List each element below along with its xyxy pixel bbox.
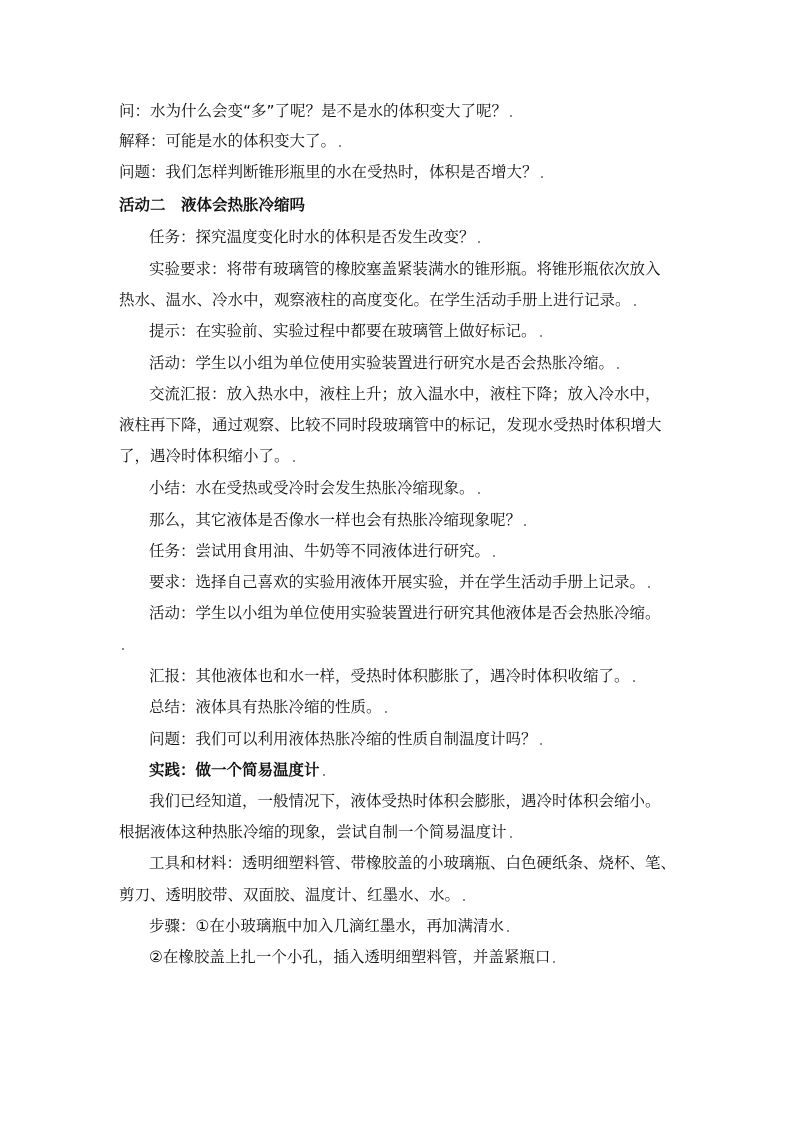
paragraph-question-thermometer: 问题：我们可以利用液体热胀冷缩的性质自制温度计吗？ [149, 729, 719, 749]
paragraph-task-other-liquids: 任务：尝试用食用油、牛奶等不同液体进行研究。 [149, 541, 719, 561]
paragraph-explanation: 解释：可能是水的体积变大了。 [119, 131, 689, 151]
paragraph-report-other: 汇报：其他液体也和水一样，受热时体积膨胀了，遇冷时体积收缩了。 [149, 666, 719, 686]
paragraph-report: 交流汇报：放入热水中，液柱上升；放入温水中，液柱下降；放入冷水中， [149, 385, 661, 403]
paragraph-experiment-requirement-cont: 热水、温水、冷水中，观察液柱的高度变化。在学生活动手册上进行记录。 [119, 290, 689, 310]
paragraph-experiment-requirement: 实验要求：将带有玻璃管的橡胶塞盖紧装满水的锥形瓶。将锥形瓶依次放入 [149, 260, 661, 278]
paragraph-step-one: 步骤：①在小玻璃瓶中加入几滴红墨水，再加满清水 [149, 916, 719, 936]
section-heading-practice: 实践：做一个简易温度计 [149, 760, 719, 780]
paragraph-conclusion: 总结：液体具有热胀冷缩的性质。 [149, 697, 719, 717]
paragraph-known-facts-cont: 根据液体这种热胀冷缩的现象，尝试自制一个简易温度计 [119, 822, 689, 842]
paragraph-question-water-more: 问：水为什么会变“多”了呢？是不是水的体积变大了呢？ [119, 101, 689, 121]
paragraph-known-facts: 我们已经知道，一般情况下，液体受热时体积会膨胀，遇冷时体积会缩小。 [149, 792, 661, 810]
section-heading-activity-two: 活动二 液体会热胀冷缩吗 [119, 196, 306, 214]
paragraph-blank-marker [119, 634, 689, 654]
paragraph-report-cont1: 液柱再下降，通过观察、比较不同时段玻璃管中的标记，发现水受热时体积增大 [119, 416, 662, 434]
paragraph-tip: 提示：在实验前、实验过程中都要在玻璃管上做好标记。 [149, 321, 719, 341]
paragraph-step-two: ②在橡胶盖上扎一个小孔，插入透明细塑料管，并盖紧瓶口 [149, 947, 719, 967]
paragraph-task-water: 任务：探究温度变化时水的体积是否发生改变？ [149, 227, 719, 247]
paragraph-activity-water: 活动：学生以小组为单位使用实验装置进行研究水是否会热胀冷缩。 [149, 353, 719, 373]
paragraph-question-judge: 问题：我们怎样判断锥形瓶里的水在受热时，体积是否增大？ [119, 162, 689, 182]
paragraph-report-cont2: 了，遇冷时体积缩小了。 [119, 446, 689, 466]
paragraph-tools-materials-cont: 剪刀、透明胶带、双面胶、温度计、红墨水、水。 [119, 885, 689, 905]
paragraph-summary-water: 小结：水在受热或受冷时会发生热胀冷缩现象。 [149, 478, 719, 498]
paragraph-activity-other: 活动：学生以小组为单位使用实验装置进行研究其他液体是否会热胀冷缩。 [149, 604, 661, 622]
paragraph-tools-materials: 工具和材料：透明细塑料管、带橡胶盖的小玻璃瓶、白色硬纸条、烧杯、笔、 [149, 854, 677, 872]
paragraph-requirement-other: 要求：选择自己喜欢的实验用液体开展实验，并在学生活动手册上记录。 [149, 572, 719, 592]
paragraph-question-other-liquids: 那么，其它液体是否像水一样也会有热胀冷缩现象呢？ [149, 510, 719, 530]
